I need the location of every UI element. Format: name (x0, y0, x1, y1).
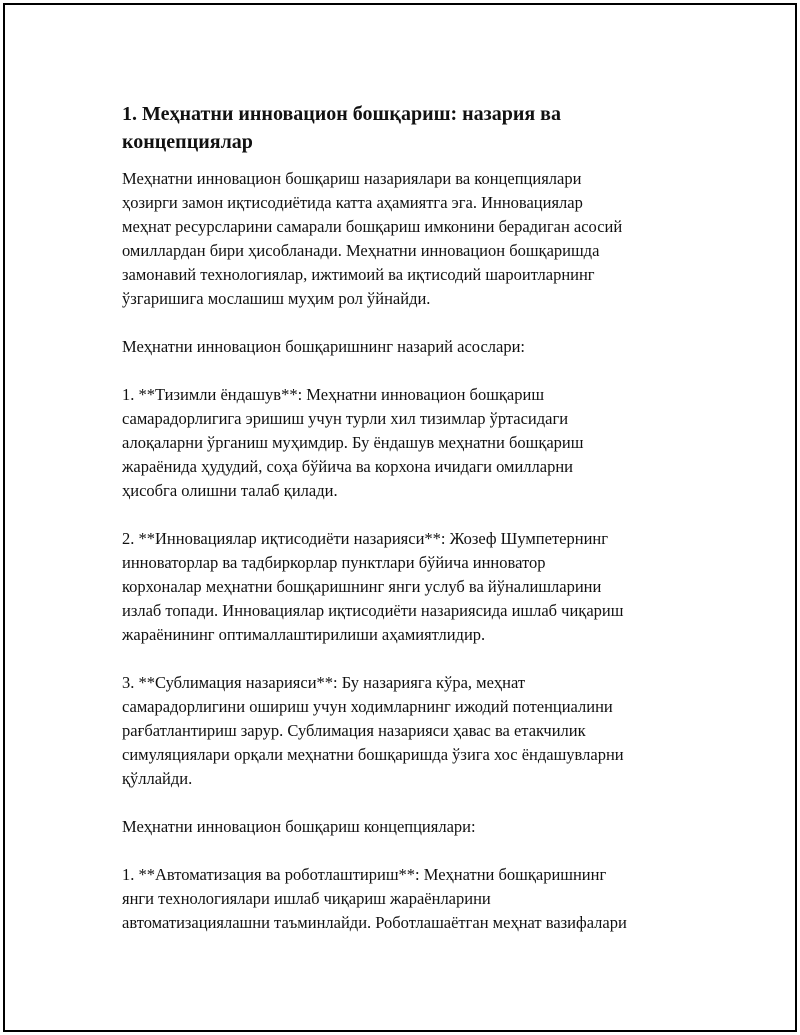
text-line: жараёнида ҳудудий, соҳа бўйича ва корхона ичидаги омилларни (122, 457, 573, 476)
text-line: алоқаларни ўрганиш муҳимдир. Бу ёндашув меҳнатни бошқариш (122, 433, 584, 452)
theory-intro-paragraph (122, 335, 702, 359)
text-line: излаб топади. Инновациялар иқтисодиёти назариясида ишлаб чиқариш (122, 601, 624, 620)
text-line: ҳисобга олишни талаб қилади. (122, 481, 338, 500)
theory-item-3 (122, 671, 702, 791)
text-line: симуляциялари орқали меҳнатни бошқаришда ўзига хос ёндашувларни (122, 745, 624, 764)
document-body (122, 100, 702, 959)
text-line: омиллардан бири ҳисобланади. Меҳнатни инновацион бошқаришда (122, 241, 600, 260)
text-line: автоматизациялашни таъминлайди. Роботлашаётган меҳнат вазифалари (122, 913, 627, 932)
heading-line: 1. Меҳнатни инновацион бошқариш: назария ва (122, 103, 561, 125)
heading-line: концепциялар (122, 131, 253, 153)
text-line: самарадорлигини ошириш учун ходимларнинг ижодий потенциалини (122, 697, 613, 716)
text-line: янги технологиялари ишлаб чиқариш жараёнларини (122, 889, 491, 908)
text-line: меҳнат ресурсларини самарали бошқариш имконини берадиган асосий (122, 217, 623, 236)
text-line: корхоналар меҳнатни бошқаришнинг янги услуб ва йўналишларини (122, 577, 602, 596)
text-line: замонавий технологиялар, ижтимоий ва иқтисодий шароитларнинг (122, 265, 595, 284)
text-line: Меҳнатни инновацион бошқариш концепциялари: (122, 817, 476, 836)
text-line: самарадорлигига эришиш учун турли хил тизимлар ўртасидаги (122, 409, 569, 428)
section-heading (122, 100, 702, 156)
theory-item-1 (122, 383, 702, 503)
text-line: ҳозирги замон иқтисодиётида катта аҳамиятга эга. Инновациялар (122, 193, 583, 212)
text-line: 1. **Тизимли ёндашув**: Меҳнатни инновацион бошқариш (122, 385, 545, 404)
text-line: Меҳнатни инновацион бошқаришнинг назарий асослари: (122, 337, 525, 356)
text-line: қўллайди. (122, 769, 193, 788)
text-line: 1. **Автоматизация ва роботлаштириш**: Меҳнатни бошқаришнинг (122, 865, 607, 884)
text-line: рағбатлантириш зарур. Сублимация назарияси ҳавас ва етакчилик (122, 721, 586, 740)
text-line: инноваторлар ва тадбиркорлар пунктлари бўйича инноватор (122, 553, 546, 572)
text-line: 2. **Инновациялар иқтисодиёти назарияси**: Жозеф Шумпетернинг (122, 529, 609, 548)
concepts-intro-paragraph (122, 815, 702, 839)
concept-item-1 (122, 863, 702, 935)
text-line: 3. **Сублимация назарияси**: Бу назарияга кўра, меҳнат (122, 673, 526, 692)
page-frame (3, 3, 797, 1032)
text-line: Меҳнатни инновацион бошқариш назариялари ва концепциялари (122, 169, 582, 188)
text-line: ўзгаришига мослашиш муҳим рол ўйнайди. (122, 289, 431, 308)
intro-paragraph (122, 167, 702, 311)
text-line: жараёнининг оптималлаштирилиши аҳамиятлидир. (122, 625, 486, 644)
theory-item-2 (122, 527, 702, 647)
